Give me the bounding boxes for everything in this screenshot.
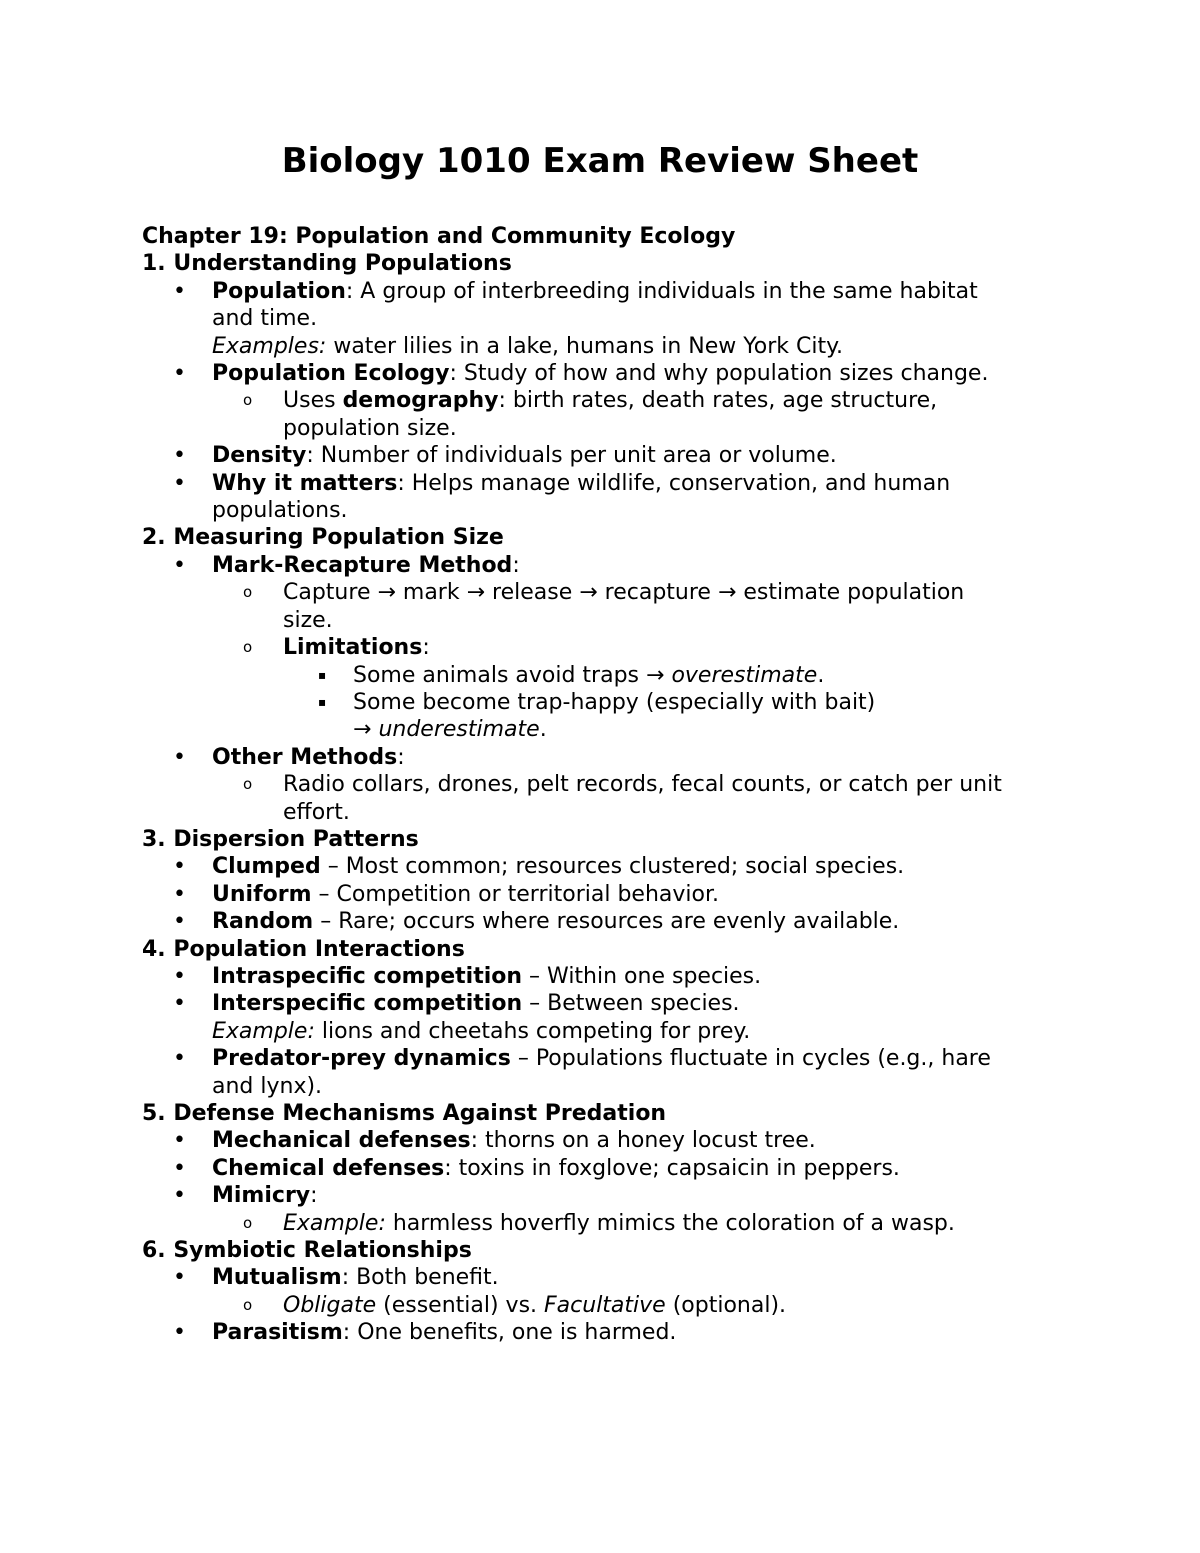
list-item: • Random – Rare; occurs where resources are evenly available. (173, 909, 900, 935)
sub-list-item-continuation: size. (283, 607, 333, 633)
bullet-circle-icon: o (243, 391, 253, 410)
list-item: • Intraspecific competition – Within one species. (173, 963, 762, 989)
chapter-heading: Chapter 19: Population and Community Ecology (142, 224, 736, 249)
bullet-circle-icon: o (243, 1295, 253, 1314)
bullet-dot-icon: • (173, 470, 186, 496)
list-item-continuation: and lynx). (212, 1073, 323, 1099)
section-heading: 6. Symbiotic Relationships (142, 1238, 472, 1264)
bullet-dot-icon: • (173, 552, 186, 578)
bullet-square-icon: ▪ (318, 694, 327, 709)
list-item: • Population: A group of interbreeding individuals in the same habitat (173, 278, 978, 304)
bullet-dot-icon: • (173, 744, 186, 770)
page-title: Biology 1010 Exam Review Sheet (281, 141, 919, 181)
document-body (142, 223, 1067, 1347)
list-item-example: Examples: water lilies in a lake, humans in New York City. (212, 333, 843, 359)
list-item: • Why it matters: Helps manage wildlife, conservation, and human (173, 470, 951, 496)
list-item: • Mimicry: (173, 1183, 318, 1209)
bullet-circle-icon: o (243, 775, 253, 794)
bullet-dot-icon: • (173, 1265, 186, 1291)
section-heading: 1. Understanding Populations (142, 251, 512, 277)
bullet-dot-icon: • (173, 443, 186, 469)
list-item: • Mutualism: Both benefit. (173, 1265, 499, 1291)
list-item-example: Example: lions and cheetahs competing for prey. (212, 1018, 751, 1044)
sub-sub-list-item: ▪ Some become trap-happy (especially with bait) (318, 689, 876, 715)
bullet-dot-icon: • (173, 991, 186, 1017)
bullet-dot-icon: • (173, 1320, 186, 1346)
bullet-dot-icon: • (173, 963, 186, 989)
bullet-dot-icon: • (173, 854, 186, 880)
list-item: • Mechanical defenses: thorns on a honey locust tree. (173, 1128, 816, 1154)
bullet-dot-icon: • (173, 361, 186, 387)
bullet-circle-icon: o (243, 638, 253, 657)
list-item: • Other Methods: (173, 744, 405, 770)
list-item-continuation: and time. (212, 306, 318, 332)
sub-list-item-continuation: population size. (283, 415, 457, 441)
list-item: • Parasitism: One benefits, one is harmed. (173, 1320, 677, 1346)
section-heading: 4. Population Interactions (142, 936, 465, 962)
bullet-dot-icon: • (173, 1046, 186, 1072)
bullet-square-icon: ▪ (318, 667, 327, 682)
bullet-dot-icon: • (173, 1155, 186, 1181)
bullet-dot-icon: • (173, 1128, 186, 1154)
bullet-dot-icon: • (173, 909, 186, 935)
list-item: • Chemical defenses: toxins in foxglove; capsaicin in peppers. (173, 1155, 900, 1181)
bullet-dot-icon: • (173, 1183, 186, 1209)
list-item: • Interspecific competition – Between species. (173, 991, 740, 1017)
sub-list-item: o Uses demography: birth rates, death rates, age structure, (243, 388, 938, 414)
bullet-circle-icon: o (243, 1213, 253, 1232)
list-item: • Mark-Recapture Method: (173, 552, 520, 578)
section-heading: 2. Measuring Population Size (142, 525, 504, 551)
section-heading: 5. Defense Mechanisms Against Predation (142, 1101, 667, 1126)
list-item: • Predator-prey dynamics – Populations fluctuate in cycles (e.g., hare (173, 1046, 991, 1072)
bullet-dot-icon: • (173, 278, 186, 304)
sub-list-item: o Capture → mark → release → recapture → estimate population (243, 580, 965, 606)
list-item: • Population Ecology: Study of how and why population sizes change. (173, 361, 989, 387)
list-item: • Uniform – Competition or territorial behavior. (173, 881, 719, 907)
list-item-continuation: populations. (212, 498, 348, 524)
sub-list-item-continuation: effort. (283, 799, 350, 825)
bullet-circle-icon: o (243, 583, 253, 602)
list-item: • Density: Number of individuals per unit area or volume. (173, 443, 837, 469)
sub-list-item: o Example: harmless hoverfly mimics the coloration of a wasp. (243, 1210, 955, 1236)
sub-list-item: o Limitations: (243, 635, 430, 661)
list-item: • Clumped – Most common; resources clustered; social species. (173, 854, 905, 880)
sub-sub-list-item: ▪ Some animals avoid traps → overestimate. (318, 662, 825, 688)
sub-list-item: o Obligate (essential) vs. Facultative (optional). (243, 1292, 787, 1318)
bullet-dot-icon: • (173, 881, 186, 907)
sub-list-item: o Radio collars, drones, pelt records, fecal counts, or catch per unit (243, 772, 1002, 798)
sub-sub-list-item-continuation: → underestimate. (353, 717, 547, 743)
section-heading: 3. Dispersion Patterns (142, 826, 419, 852)
